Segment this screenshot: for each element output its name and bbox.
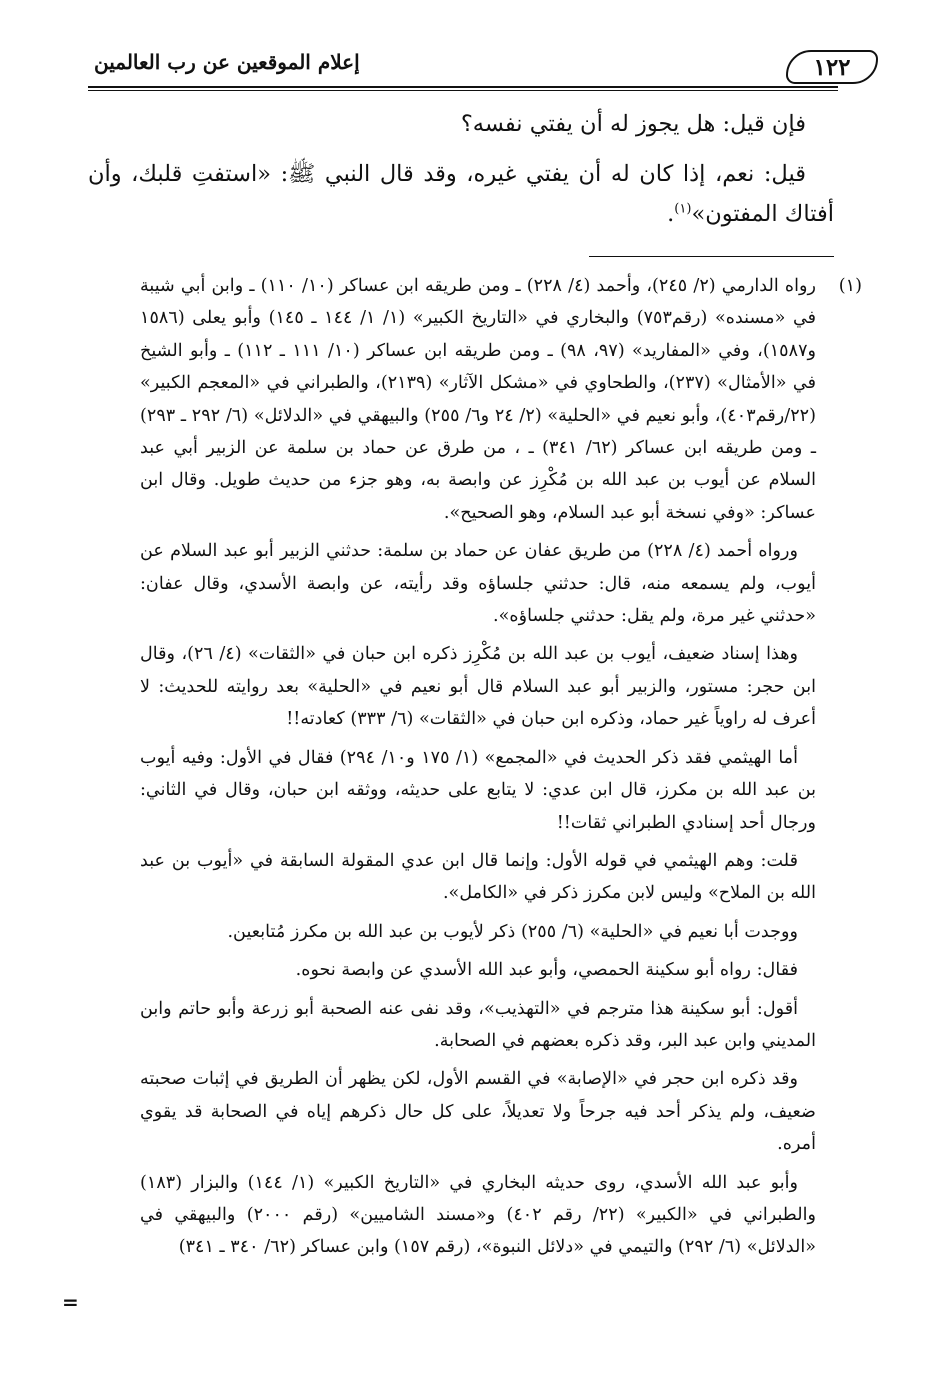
footnote-paragraph: فقال: رواه أبو سكينة الحمصي، وأبو عبد الله الأسدي عن وابصة نحوه.	[295, 960, 798, 981]
footnote-paragraph: أما الهيثمي فقد ذكر الحديث في «المجمع» (١/ ١٧٥ و١٠/ ٢٩٤) فقال في الأول: وفيه أيوب بن عبد الله بن مكرز، قال ابن عدي: لا يتابع على حديثه، ووثقه ابن حبان، وقال في الثاني: ورجال أحد إسنادي الطبراني ثقات!!	[140, 747, 816, 833]
footnotes	[88, 270, 862, 1264]
question-paragraph: فإن قيل: هل يجوز له أن يفتي نفسه؟	[460, 111, 806, 137]
footnote-paragraph: وهذا إسناد ضعيف، أيوب بن عبد الله بن مُكْرِز ذكره ابن حبان في «الثقات» (٤/ ٢٦)، وقال ابن حجر: مستور، والزبير أبو عبد السلام قال أبو نعيم في «الحلية» بعد روايته للحديث: لا أعرف له راوياً غير حماد، وذكره ابن حبان في «الثقات» (٦/ ٣٣٣) كعادته!!	[140, 644, 816, 730]
main-text	[88, 104, 834, 234]
answer-text: قيل: نعم، إذا كان له أن يفتي غيره، وقد قال النبي ﷺ: «استفتِ قلبك، وأن أفتاك المفتون»	[88, 161, 834, 227]
footnote-paragraph: رواه الدارمي (٢/ ٢٤٥)، وأحمد (٤/ ٢٢٨) ـ ومن طريقه ابن عساكر (١٠/ ١١٠) ـ وابن أبي شيبة في «مسنده» (رقم٧٥٣) والبخاري في «التاريخ الكبير» (١/ ١/ ١٤٤ ـ ١٤٥) وأبو يعلى (١٥٨٦ و١٥٨٧)، وفي «المفاريد» (٩٧، ٩٨) ـ ومن طريقه ابن عساكر (١٠/ ١١١ ـ ١١٢) ـ وأبو الشيخ في «الأمثال» (٢٣٧)، والطحاوي في «مشكل الآثار» (٢١٣٩)، والطبراني في «المعجم الكبير» (٢٢/رقم٤٠٣)، وأبو نعيم في «الحلية» (٢/ ٢٤ و٦/ ٢٥٥) والبيهقي في «الدلائل» (٦/ ٢٩٢ ـ ٢٩٣) ـ ومن طريقه ابن عساكر (٦٢/ ٣٤١) ـ ، من طرق عن حماد بن سلمة عن الزبير أبي عبد السلام عن أيوب بن عبد الله بن مُكْرِز عن وابصة به، وهو جزء من حديث طويل. وقال ابن عساكر: «وفي نسخة أبو عبد السلام، وهو الصحيح».	[140, 276, 817, 523]
footnote-paragraph: ووجدت أبا نعيم في «الحلية» (٦/ ٢٥٥) ذكر لأيوب بن عبد الله بن مكرز مُتابعين.	[227, 921, 798, 942]
footnote-paragraph: أقول: أبو سكينة هذا مترجم في «التهذيب»، وقد نفى عنه الصحبة أبو زرعة وأبو حاتم وابن المديني وابن عبد البر، وقد ذكره بعضهم في الصحابة.	[140, 998, 816, 1051]
footnote-paragraph: ورواه أحمد (٤/ ٢٢٨) من طريق عفان عن حماد بن سلمة: حدثني الزبير أبو عبد السلام عن أيوب، ولم يسمعه منه، قال: حدثني جلساؤه وقد رأيته، عن وابصة الأسدي، وقال عفان: «حدثني غير مرة، ولم يقل: حدثني جلساؤه».	[140, 541, 816, 627]
answer-paragraph	[88, 154, 834, 234]
page-number-badge: ١٢٢	[786, 50, 878, 84]
continuation-mark: =	[62, 1290, 79, 1314]
footnote-paragraph: وقد ذكره ابن حجر في «الإصابة» في القسم الأول، لكن يظهر أن الطريق في إثبات صحبته ضعيف، ولم يذكر أحد فيه جرحاً ولا تعديلاً، على كل حال ذكرهم إياه في الصحابة قد يقوي أمره.	[140, 1069, 816, 1155]
footnote-paragraph: وأبو عبد الله الأسدي، روى حديثه البخاري في «التاريخ الكبير» (١/ ١٤٤) والبزار (١٨٣) والطبراني في «الكبير» (٢٢/ رقم ٤٠٢) و«مسند الشاميين» (رقم ٢٠٠٠) والبيهقي في «الدلائل» (٦/ ٢٩٢) والتيمي في «دلائل النبوة»، (رقم ١٥٧) وابن عساكر (٦٢/ ٣٤٠ ـ ٣٤١)	[140, 1172, 816, 1258]
footnote-1	[88, 270, 862, 529]
header-rule	[88, 86, 838, 88]
footnote-paragraph: قلت: وهم الهيثمي في قوله الأول: وإنما قال ابن عدي المقولة السابقة في «أيوب بن عبد الله بن الملاح» وليس لابن مكرز ذكر في «الكامل».	[140, 850, 816, 904]
answer-end: .	[667, 201, 675, 227]
running-header	[88, 46, 878, 90]
header-rule-thin	[88, 90, 838, 91]
running-title: إعلام الموقعين عن رب العالمين	[94, 50, 360, 74]
footnote-number: (١)	[838, 276, 862, 296]
footnote-separator	[589, 256, 834, 257]
footnote-reference: (١)	[674, 201, 692, 217]
